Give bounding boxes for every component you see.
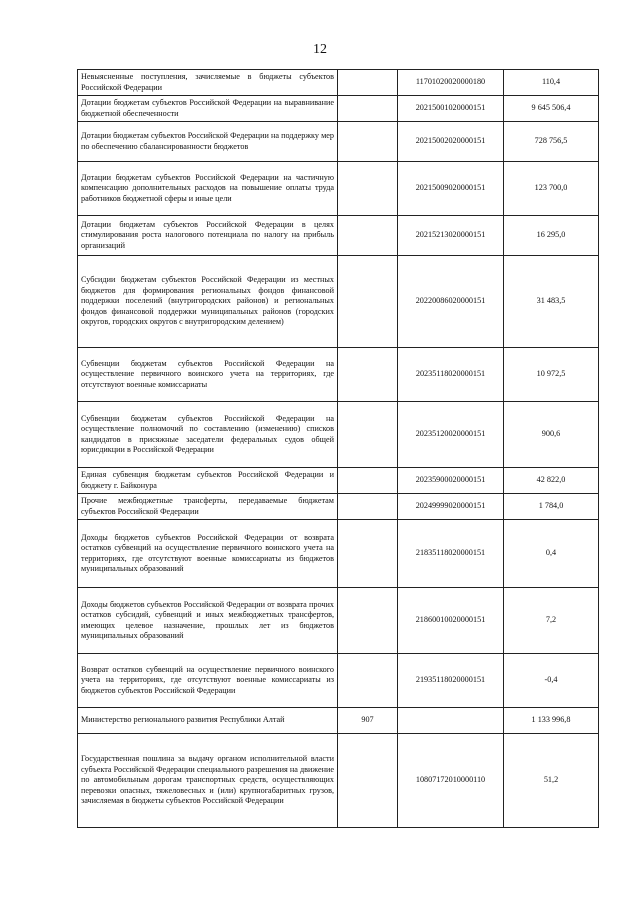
table-row [78, 468, 599, 494]
row-org-code [338, 654, 398, 708]
row-amount: 31 483,5 [504, 256, 599, 348]
row-name: Прочие межбюджетные трансферты, передаваемые бюджетам субъектов Российской Федерации [78, 494, 338, 520]
row-budget-code: 20215009020000151 [398, 162, 504, 216]
row-org-code [338, 468, 398, 494]
row-budget-code: 10807172010000110 [398, 734, 504, 828]
row-amount: -0,4 [504, 654, 599, 708]
row-name: Дотации бюджетам субъектов Российской Федерации на поддержку мер по обеспечению сбалансированности бюджетов [78, 122, 338, 162]
row-name: Государственная пошлина за выдачу органом исполнительной власти субъекта Российской Федерации специального разрешения на движение по автомобильным дорогам транспортных средств, осуществляющих перевозки опасных, тяжеловесных и (или) крупногабаритных грузов, зачисляемая в бюджеты субъектов Российской Федерации [78, 734, 338, 828]
row-amount: 9 645 506,4 [504, 96, 599, 122]
row-amount: 728 756,5 [504, 122, 599, 162]
row-org-code [338, 122, 398, 162]
row-budget-code [398, 708, 504, 734]
row-budget-code: 20215213020000151 [398, 216, 504, 256]
table-row [78, 122, 599, 162]
row-org-code [338, 256, 398, 348]
row-org-code [338, 216, 398, 256]
row-amount: 900,6 [504, 402, 599, 468]
row-budget-code: 20235900020000151 [398, 468, 504, 494]
row-org-code [338, 70, 398, 96]
row-amount: 16 295,0 [504, 216, 599, 256]
table-row [78, 70, 599, 96]
table-row [78, 654, 599, 708]
row-name: Субвенции бюджетам субъектов Российской Федерации на осуществление первичного воинского учета на территориях, где отсутствуют военные комиссариаты [78, 348, 338, 402]
row-amount: 51,2 [504, 734, 599, 828]
table-row [78, 494, 599, 520]
row-org-code: 907 [338, 708, 398, 734]
row-name: Невыясненные поступления, зачисляемые в бюджеты субъектов Российской Федерации [78, 70, 338, 96]
table-row [78, 588, 599, 654]
row-budget-code: 20249999020000151 [398, 494, 504, 520]
row-budget-code: 21860010020000151 [398, 588, 504, 654]
table-row [78, 520, 599, 588]
table-row [78, 96, 599, 122]
row-name: Субсидии бюджетам субъектов Российской Федерации из местных бюджетов для формирования региональных фондов финансовой поддержки поселений (внутригородских районов) и региональных фондов финансовой поддержки муниципальных районов (городских округов, городских округов с внутригородским делением) [78, 256, 338, 348]
row-budget-code: 11701020020000180 [398, 70, 504, 96]
row-name: Дотации бюджетам субъектов Российской Федерации на частичную компенсацию дополнительных расходов на повышение оплаты труда работников бюджетной сферы и иные цели [78, 162, 338, 216]
row-amount: 123 700,0 [504, 162, 599, 216]
row-budget-code: 20235120020000151 [398, 402, 504, 468]
table-row [78, 734, 599, 828]
table-row [78, 402, 599, 468]
row-budget-code: 20215001020000151 [398, 96, 504, 122]
table-row [78, 162, 599, 216]
row-budget-code: 20215002020000151 [398, 122, 504, 162]
row-amount: 7,2 [504, 588, 599, 654]
row-budget-code: 20220086020000151 [398, 256, 504, 348]
row-name: Дотации бюджетам субъектов Российской Федерации на выравнивание бюджетной обеспеченности [78, 96, 338, 122]
row-org-code [338, 162, 398, 216]
row-amount: 10 972,5 [504, 348, 599, 402]
row-name: Возврат остатков субвенций на осуществление первичного воинского учета на территориях, где отсутствуют военные комиссариаты из бюджетов субъектов Российской Федерации [78, 654, 338, 708]
row-org-code [338, 588, 398, 654]
row-amount: 42 822,0 [504, 468, 599, 494]
row-budget-code: 20235118020000151 [398, 348, 504, 402]
row-name: Субвенции бюджетам субъектов Российской Федерации на осуществление полномочий по составлению (изменению) списков кандидатов в присяжные заседатели федеральных судов общей юрисдикции в Российской Федерации [78, 402, 338, 468]
row-name: Доходы бюджетов субъектов Российской Федерации от возврата прочих остатков субсидий, субвенций и иных межбюджетных трансфертов, имеющих целевое назначение, прошлых лет из бюджетов муниципальных образований [78, 588, 338, 654]
row-amount: 0,4 [504, 520, 599, 588]
row-name: Единая субвенция бюджетам субъектов Российской Федерации и бюджету г. Байконура [78, 468, 338, 494]
row-budget-code: 21935118020000151 [398, 654, 504, 708]
row-org-code [338, 520, 398, 588]
table-row [78, 708, 599, 734]
row-org-code [338, 402, 398, 468]
row-budget-code: 21835118020000151 [398, 520, 504, 588]
row-amount: 110,4 [504, 70, 599, 96]
row-org-code [338, 494, 398, 520]
table-row [78, 256, 599, 348]
row-name: Дотации бюджетам субъектов Российской Федерации в целях стимулирования роста налогового потенциала по налогу на прибыль организаций [78, 216, 338, 256]
revenue-table [77, 69, 599, 828]
table-row [78, 348, 599, 402]
row-org-code [338, 348, 398, 402]
row-org-code [338, 734, 398, 828]
row-amount: 1 784,0 [504, 494, 599, 520]
row-amount: 1 133 996,8 [504, 708, 599, 734]
page-number: 12 [313, 42, 327, 57]
table-row [78, 216, 599, 256]
row-name: Министерство регионального развития Республики Алтай [78, 708, 338, 734]
row-name: Доходы бюджетов субъектов Российской Федерации от возврата остатков субвенций на осуществление первичного воинского учета на территориях, где отсутствуют военные комиссариаты из бюджетов муниципальных образований [78, 520, 338, 588]
row-org-code [338, 96, 398, 122]
